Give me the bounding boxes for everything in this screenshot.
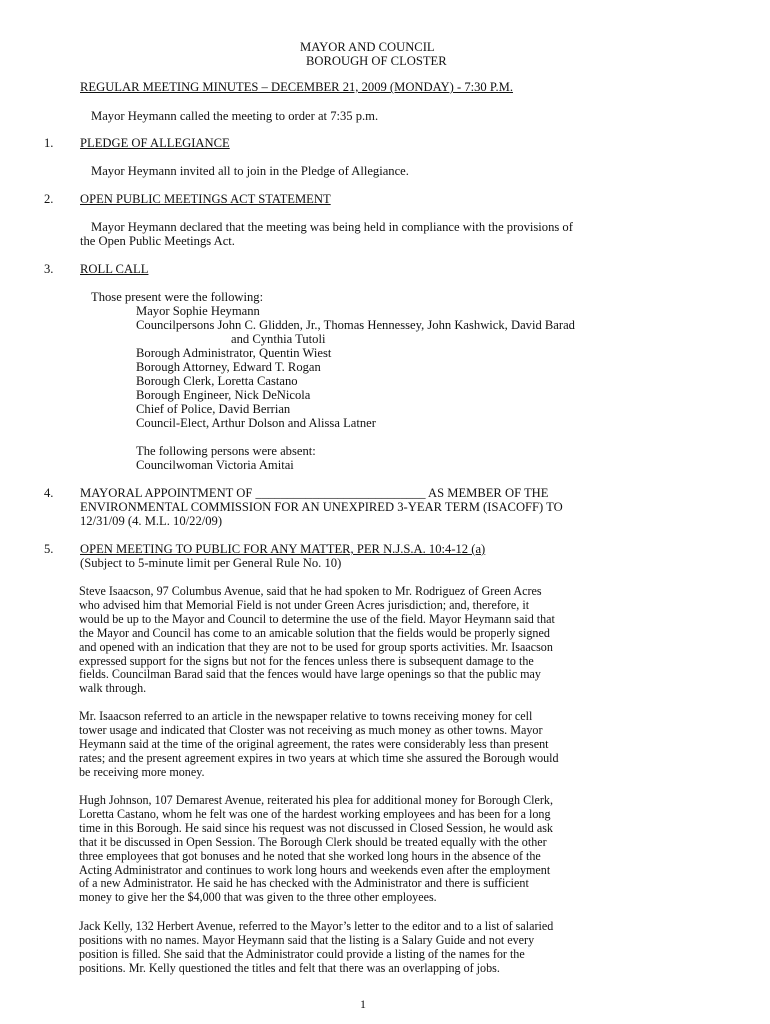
paragraph-line: positions with no names. Mayor Heymann said that the listing is a Salary Guide and not every [79,932,535,947]
paragraph-line: Acting Administrator and continues to work long hours and weekends even after the employment [79,862,551,877]
section-1-number: 1. [44,136,54,150]
public-comment-paragraph [79,920,691,976]
paragraph-line: money to give her the $4,000 that was given to the three other employees. [79,890,437,905]
paragraph-line: positions. Mr. Kelly questioned the titles and felt that there was an overlapping of jobs. [79,960,500,975]
paragraph-line: three employees that got bonuses and he noted that she worked long hours in the absence of the [79,848,541,863]
paragraph-line: expressed support for the signs but not for the fences unless there is subsequent damage to the [79,653,534,668]
attendee: Borough Administrator, Quentin Wiest [136,346,332,360]
paragraph-line: walk through. [79,681,147,696]
paragraph-line: who advised him that Memorial Field is not under Green Acres jurisdiction; and, therefore, it [79,597,530,612]
paragraph-line: position is filled. She said that the Administrator could provide a listing of the names for the [79,946,525,961]
paragraph-line: and opened with an indication that they are not to be used for group sports activities. Mr. Isaacson [79,639,553,654]
section-4-number: 4. [44,486,54,500]
paragraph-line: be receiving more money. [79,764,205,779]
paragraph-line: that it be discussed in Open Session. The Borough Clerk should be treated equally with the other [79,834,547,849]
paragraph-line: Loretta Castano, whom he felt was one of the hardest working employees and has been for a long [79,806,551,821]
section-3-number: 3. [44,262,54,276]
section-5-heading: OPEN MEETING TO PUBLIC FOR ANY MATTER, PER N.J.S.A. 10:4-12 (a) [80,542,486,556]
section-4-line-1: MAYORAL APPOINTMENT OF ___________________________ AS MEMBER OF THE [80,486,549,500]
attendee: Borough Engineer, Nick DeNicola [136,388,311,402]
section-1-heading: PLEDGE OF ALLEGIANCE [80,136,230,150]
paragraph-line: Jack Kelly, 132 Herbert Avenue, referred to the Mayor’s letter to the editor and to a list of salaried [79,919,554,933]
attendee: Councilpersons John C. Glidden, Jr., Thomas Hennessey, John Kashwick, David Barad [136,318,575,332]
paragraph-line: fields. Councilman Barad said that the fences would have large openings so that the public may [79,667,541,682]
paragraph-line: time in this Borough. He said since his request was not discussed in Closed Session, he would ask [79,820,553,835]
intro-text: Mayor Heymann called the meeting to order at 7:35 p.m. [91,109,379,123]
section-5-number: 5. [44,542,54,556]
paragraph-line: tower usage and indicated that Closter was not receiving as much money as other towns. Mayor [79,722,543,737]
header-line-1: MAYOR AND COUNCIL [300,40,435,54]
paragraph-line: Hugh Johnson, 107 Demarest Avenue, reiterated his plea for additional money for Borough Clerk, [79,793,554,807]
attendee: Mayor Sophie Heymann [136,304,260,318]
section-4-line-2: ENVIRONMENTAL COMMISSION FOR AN UNEXPIRED 3-YEAR TERM (ISACOFF) TO [80,500,563,514]
attendee: Borough Clerk, Loretta Castano [136,374,298,388]
section-1-text: Mayor Heymann invited all to join in the Pledge of Allegiance. [91,164,409,178]
absent-intro: The following persons were absent: [136,444,316,458]
attendee: Council-Elect, Arthur Dolson and Alissa Latner [136,416,376,430]
public-comment-paragraph [79,710,691,780]
section-2-text-line-1: Mayor Heymann declared that the meeting was being held in compliance with the provisions of [91,220,573,234]
section-2-text-line-2: the Open Public Meetings Act. [80,234,235,248]
page-number: 1 [360,997,366,1011]
paragraph-line: Heymann said at the time of the original agreement, the rates were considerably less than present [79,736,549,751]
paragraph-line: rates; and the present agreement expires in two years at which time she assured the Borough would [79,750,559,765]
paragraph-line: Mr. Isaacson referred to an article in the newspaper relative to towns receiving money for cell [79,709,533,723]
section-3-heading: ROLL CALL [80,262,149,276]
paragraph-line: would be up to the Mayor and Council to determine the use of the field. Mayor Heymann said that [79,611,555,626]
paragraph-line: Steve Isaacson, 97 Columbus Avenue, said that he had spoken to Mr. Rodriguez of Green Acres [79,584,542,598]
section-5-subheading: (Subject to 5-minute limit per General Rule No. 10) [80,556,342,570]
section-2-heading: OPEN PUBLIC MEETINGS ACT STATEMENT [80,192,331,206]
section-4-line-3: 12/31/09 (4. M.L. 10/22/09) [80,514,223,528]
public-comment-paragraph [79,585,691,696]
paragraph-line: the Mayor and Council has come to an amicable solution that the fields would be properly signed [79,625,550,640]
present-intro: Those present were the following: [91,290,264,304]
attendee: Borough Attorney, Edward T. Rogan [136,360,321,374]
section-2-number: 2. [44,192,54,206]
attendee: and Cynthia Tutoli [231,332,326,346]
paragraph-line: of a new Administrator. He said he has checked with the Administrator and there is sufficient [79,876,529,891]
absentee: Councilwoman Victoria Amitai [136,458,294,472]
header-line-2: BOROUGH OF CLOSTER [306,54,447,68]
document-title: REGULAR MEETING MINUTES – DECEMBER 21, 2009 (MONDAY) - 7:30 P.M. [80,80,513,94]
attendee: Chief of Police, David Berrian [136,402,291,416]
public-comment-paragraph [79,794,691,905]
